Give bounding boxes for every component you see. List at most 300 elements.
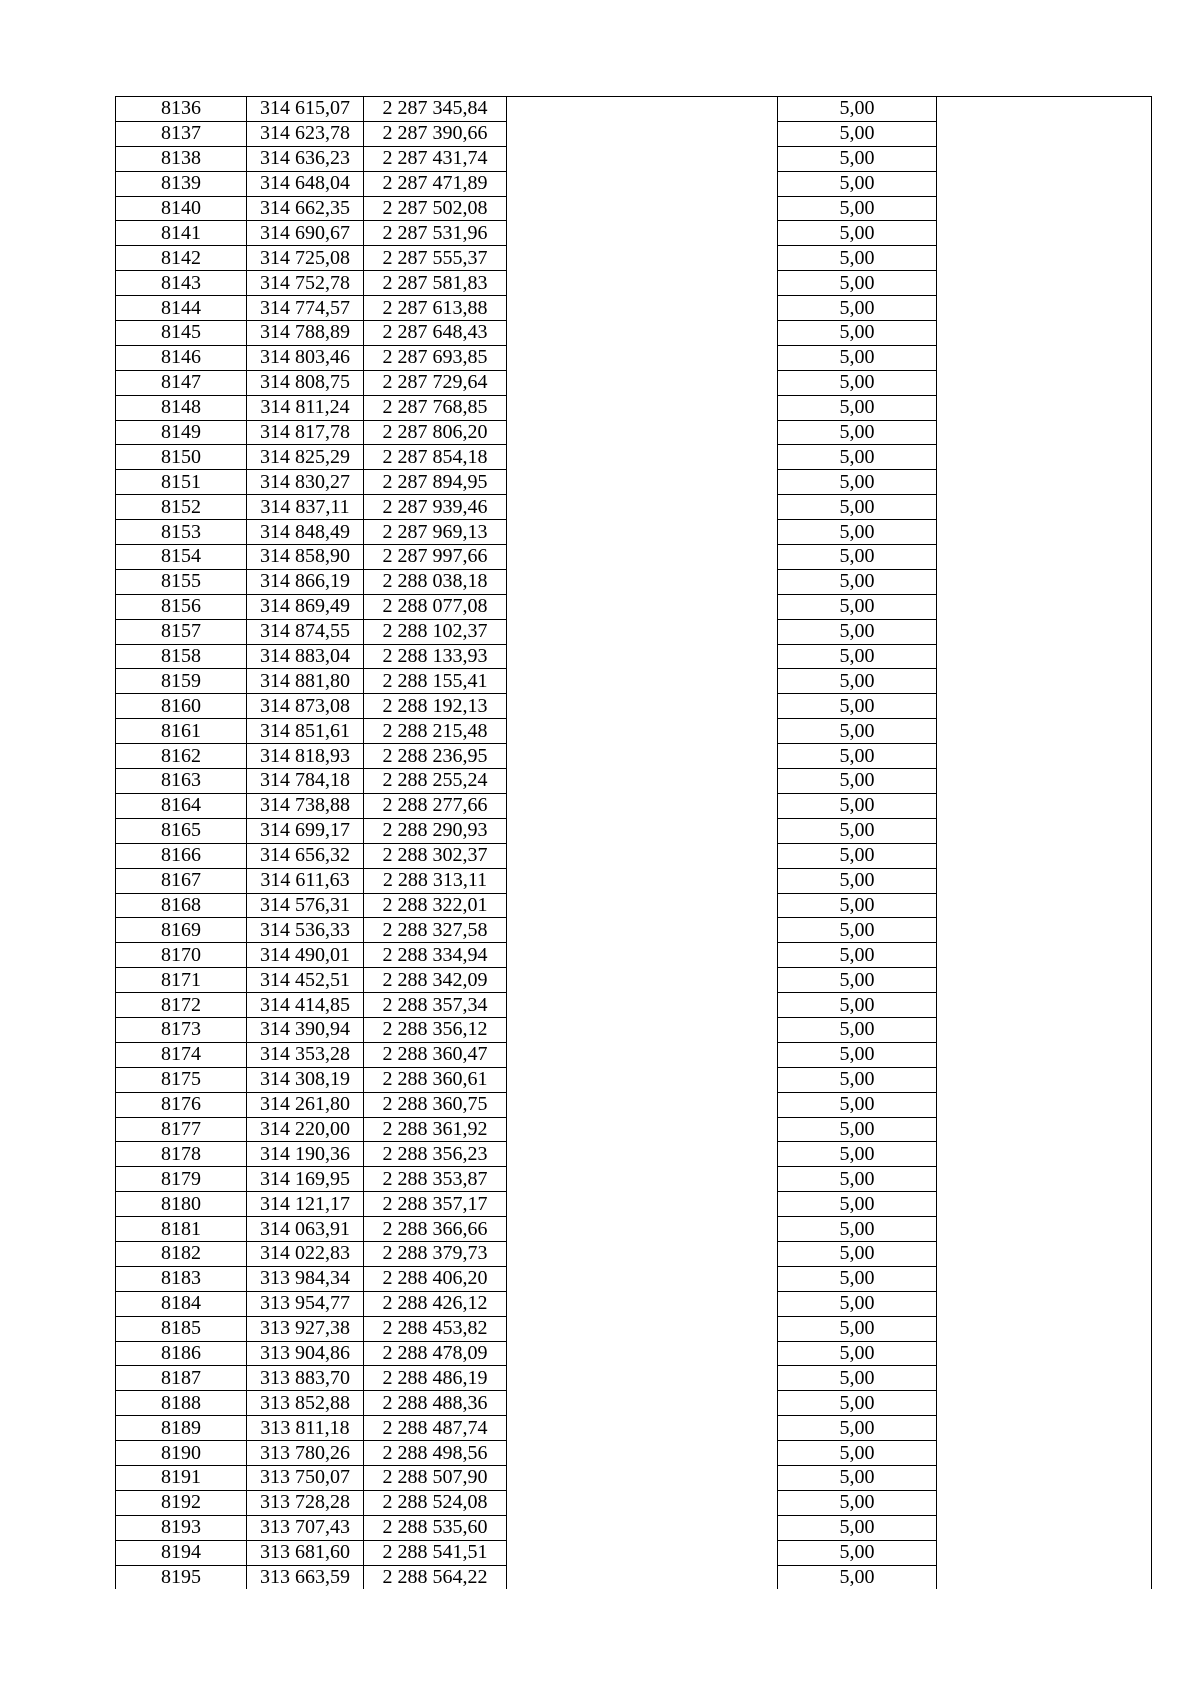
table-row [116, 1192, 1152, 1217]
value-cell: 5,00 [778, 1117, 937, 1142]
y-coordinate-cell: 2 288 356,12 [364, 1017, 507, 1042]
table-row [116, 719, 1152, 744]
y-coordinate-cell: 2 288 356,23 [364, 1142, 507, 1167]
y-coordinate-cell: 2 288 541,51 [364, 1540, 507, 1565]
empty-cell [937, 1217, 1152, 1242]
table-row [116, 918, 1152, 943]
table-row [116, 1092, 1152, 1117]
x-coordinate-cell: 314 830,27 [247, 470, 364, 495]
empty-cell [507, 221, 778, 246]
empty-cell [507, 445, 778, 470]
value-cell: 5,00 [778, 669, 937, 694]
empty-cell [937, 1540, 1152, 1565]
empty-cell [937, 619, 1152, 644]
table-row [116, 1117, 1152, 1142]
empty-cell [507, 1142, 778, 1167]
empty-cell [937, 968, 1152, 993]
empty-cell [937, 644, 1152, 669]
x-coordinate-cell: 313 883,70 [247, 1366, 364, 1391]
value-cell: 5,00 [778, 1192, 937, 1217]
empty-cell [507, 1117, 778, 1142]
coordinate-table-body [116, 97, 1152, 1590]
value-cell: 5,00 [778, 370, 937, 395]
value-cell: 5,00 [778, 545, 937, 570]
y-coordinate-cell: 2 288 498,56 [364, 1441, 507, 1466]
empty-cell [937, 171, 1152, 196]
point-number-cell: 8172 [116, 993, 247, 1018]
y-coordinate-cell: 2 288 277,66 [364, 793, 507, 818]
point-number-cell: 8188 [116, 1391, 247, 1416]
empty-cell [507, 1067, 778, 1092]
y-coordinate-cell: 2 288 192,13 [364, 694, 507, 719]
empty-cell [937, 793, 1152, 818]
empty-cell [937, 1117, 1152, 1142]
empty-cell [937, 296, 1152, 321]
table-row [116, 694, 1152, 719]
empty-cell [507, 968, 778, 993]
table-row [116, 943, 1152, 968]
value-cell: 5,00 [778, 1266, 937, 1291]
point-number-cell: 8163 [116, 769, 247, 794]
y-coordinate-cell: 2 288 487,74 [364, 1416, 507, 1441]
value-cell: 5,00 [778, 520, 937, 545]
value-cell: 5,00 [778, 321, 937, 346]
empty-cell [507, 569, 778, 594]
table-row [116, 121, 1152, 146]
point-number-cell: 8193 [116, 1515, 247, 1540]
empty-cell [507, 1316, 778, 1341]
y-coordinate-cell: 2 288 290,93 [364, 818, 507, 843]
y-coordinate-cell: 2 287 502,08 [364, 196, 507, 221]
table-row [116, 769, 1152, 794]
value-cell: 5,00 [778, 1291, 937, 1316]
point-number-cell: 8160 [116, 694, 247, 719]
empty-cell [507, 1565, 778, 1589]
x-coordinate-cell: 313 852,88 [247, 1391, 364, 1416]
y-coordinate-cell: 2 288 353,87 [364, 1167, 507, 1192]
table-row [116, 146, 1152, 171]
table-row [116, 1241, 1152, 1266]
empty-cell [507, 744, 778, 769]
x-coordinate-cell: 314 774,57 [247, 296, 364, 321]
y-coordinate-cell: 2 288 038,18 [364, 569, 507, 594]
table-row [116, 470, 1152, 495]
empty-cell [507, 1217, 778, 1242]
value-cell: 5,00 [778, 196, 937, 221]
empty-cell [507, 1465, 778, 1490]
value-cell: 5,00 [778, 1042, 937, 1067]
point-number-cell: 8179 [116, 1167, 247, 1192]
point-number-cell: 8141 [116, 221, 247, 246]
empty-cell [937, 271, 1152, 296]
point-number-cell: 8164 [116, 793, 247, 818]
table-row [116, 1316, 1152, 1341]
empty-cell [937, 221, 1152, 246]
x-coordinate-cell: 314 811,24 [247, 395, 364, 420]
table-row [116, 1017, 1152, 1042]
value-cell: 5,00 [778, 345, 937, 370]
x-coordinate-cell: 314 308,19 [247, 1067, 364, 1092]
x-coordinate-cell: 313 927,38 [247, 1316, 364, 1341]
value-cell: 5,00 [778, 818, 937, 843]
empty-cell [937, 1490, 1152, 1515]
empty-cell [507, 470, 778, 495]
point-number-cell: 8168 [116, 893, 247, 918]
point-number-cell: 8178 [116, 1142, 247, 1167]
empty-cell [507, 1416, 778, 1441]
y-coordinate-cell: 2 288 102,37 [364, 619, 507, 644]
y-coordinate-cell: 2 287 648,43 [364, 321, 507, 346]
empty-cell [507, 644, 778, 669]
empty-cell [937, 1266, 1152, 1291]
x-coordinate-cell: 314 869,49 [247, 594, 364, 619]
empty-cell [937, 1067, 1152, 1092]
point-number-cell: 8173 [116, 1017, 247, 1042]
empty-cell [507, 495, 778, 520]
empty-cell [937, 420, 1152, 445]
coordinate-table [115, 96, 1152, 1589]
point-number-cell: 8195 [116, 1565, 247, 1589]
empty-cell [507, 370, 778, 395]
table-row [116, 1515, 1152, 1540]
value-cell: 5,00 [778, 495, 937, 520]
value-cell: 5,00 [778, 1565, 937, 1589]
y-coordinate-cell: 2 288 366,66 [364, 1217, 507, 1242]
table-row [116, 1266, 1152, 1291]
empty-cell [507, 1366, 778, 1391]
table-row [116, 271, 1152, 296]
empty-cell [937, 321, 1152, 346]
x-coordinate-cell: 313 811,18 [247, 1416, 364, 1441]
x-coordinate-cell: 314 808,75 [247, 370, 364, 395]
table-row [116, 395, 1152, 420]
empty-cell [937, 1291, 1152, 1316]
y-coordinate-cell: 2 288 077,08 [364, 594, 507, 619]
empty-cell [937, 868, 1152, 893]
x-coordinate-cell: 313 954,77 [247, 1291, 364, 1316]
value-cell: 5,00 [778, 1465, 937, 1490]
x-coordinate-cell: 314 818,93 [247, 744, 364, 769]
y-coordinate-cell: 2 288 426,12 [364, 1291, 507, 1316]
y-coordinate-cell: 2 287 854,18 [364, 445, 507, 470]
empty-cell [937, 694, 1152, 719]
empty-cell [507, 1042, 778, 1067]
y-coordinate-cell: 2 288 357,34 [364, 993, 507, 1018]
x-coordinate-cell: 314 874,55 [247, 619, 364, 644]
empty-cell [507, 1266, 778, 1291]
x-coordinate-cell: 313 728,28 [247, 1490, 364, 1515]
y-coordinate-cell: 2 288 255,24 [364, 769, 507, 794]
table-row [116, 744, 1152, 769]
table-row [116, 420, 1152, 445]
point-number-cell: 8184 [116, 1291, 247, 1316]
value-cell: 5,00 [778, 1366, 937, 1391]
y-coordinate-cell: 2 288 564,22 [364, 1565, 507, 1589]
value-cell: 5,00 [778, 694, 937, 719]
point-number-cell: 8166 [116, 843, 247, 868]
y-coordinate-cell: 2 288 360,61 [364, 1067, 507, 1092]
y-coordinate-cell: 2 288 215,48 [364, 719, 507, 744]
empty-cell [507, 395, 778, 420]
y-coordinate-cell: 2 288 360,75 [364, 1092, 507, 1117]
empty-cell [507, 1241, 778, 1266]
y-coordinate-cell: 2 288 535,60 [364, 1515, 507, 1540]
x-coordinate-cell: 314 656,32 [247, 843, 364, 868]
point-number-cell: 8138 [116, 146, 247, 171]
point-number-cell: 8189 [116, 1416, 247, 1441]
empty-cell [937, 146, 1152, 171]
empty-cell [937, 495, 1152, 520]
point-number-cell: 8140 [116, 196, 247, 221]
empty-cell [507, 271, 778, 296]
empty-cell [507, 1515, 778, 1540]
empty-cell [937, 1515, 1152, 1540]
table-row [116, 246, 1152, 271]
empty-cell [507, 1192, 778, 1217]
empty-cell [937, 818, 1152, 843]
point-number-cell: 8154 [116, 545, 247, 570]
empty-cell [507, 1291, 778, 1316]
point-number-cell: 8144 [116, 296, 247, 321]
point-number-cell: 8157 [116, 619, 247, 644]
value-cell: 5,00 [778, 1416, 937, 1441]
empty-cell [937, 445, 1152, 470]
empty-cell [937, 893, 1152, 918]
empty-cell [507, 594, 778, 619]
table-row [116, 644, 1152, 669]
table-row [116, 818, 1152, 843]
table-row [116, 1291, 1152, 1316]
y-coordinate-cell: 2 287 531,96 [364, 221, 507, 246]
table-row [116, 1441, 1152, 1466]
empty-cell [507, 146, 778, 171]
empty-cell [507, 296, 778, 321]
y-coordinate-cell: 2 288 302,37 [364, 843, 507, 868]
y-coordinate-cell: 2 288 155,41 [364, 669, 507, 694]
value-cell: 5,00 [778, 793, 937, 818]
y-coordinate-cell: 2 288 133,93 [364, 644, 507, 669]
empty-cell [507, 669, 778, 694]
y-coordinate-cell: 2 288 334,94 [364, 943, 507, 968]
point-number-cell: 8185 [116, 1316, 247, 1341]
empty-cell [937, 594, 1152, 619]
point-number-cell: 8170 [116, 943, 247, 968]
y-coordinate-cell: 2 287 581,83 [364, 271, 507, 296]
table-row [116, 171, 1152, 196]
empty-cell [507, 719, 778, 744]
empty-cell [507, 1341, 778, 1366]
point-number-cell: 8143 [116, 271, 247, 296]
y-coordinate-cell: 2 288 478,09 [364, 1341, 507, 1366]
empty-cell [937, 1042, 1152, 1067]
point-number-cell: 8194 [116, 1540, 247, 1565]
x-coordinate-cell: 313 780,26 [247, 1441, 364, 1466]
value-cell: 5,00 [778, 644, 937, 669]
y-coordinate-cell: 2 288 524,08 [364, 1490, 507, 1515]
point-number-cell: 8191 [116, 1465, 247, 1490]
empty-cell [507, 993, 778, 1018]
x-coordinate-cell: 314 738,88 [247, 793, 364, 818]
table-row [116, 1391, 1152, 1416]
table-row [116, 1067, 1152, 1092]
x-coordinate-cell: 313 663,59 [247, 1565, 364, 1589]
y-coordinate-cell: 2 288 360,47 [364, 1042, 507, 1067]
value-cell: 5,00 [778, 943, 937, 968]
y-coordinate-cell: 2 288 379,73 [364, 1241, 507, 1266]
empty-cell [507, 321, 778, 346]
empty-cell [937, 1341, 1152, 1366]
empty-cell [937, 1465, 1152, 1490]
x-coordinate-cell: 314 858,90 [247, 545, 364, 570]
x-coordinate-cell: 314 866,19 [247, 569, 364, 594]
empty-cell [937, 1441, 1152, 1466]
x-coordinate-cell: 313 681,60 [247, 1540, 364, 1565]
x-coordinate-cell: 314 452,51 [247, 968, 364, 993]
empty-cell [937, 1366, 1152, 1391]
point-number-cell: 8176 [116, 1092, 247, 1117]
empty-cell [937, 1017, 1152, 1042]
y-coordinate-cell: 2 288 361,92 [364, 1117, 507, 1142]
y-coordinate-cell: 2 287 345,84 [364, 97, 507, 122]
empty-cell [937, 943, 1152, 968]
value-cell: 5,00 [778, 296, 937, 321]
y-coordinate-cell: 2 288 453,82 [364, 1316, 507, 1341]
y-coordinate-cell: 2 288 507,90 [364, 1465, 507, 1490]
x-coordinate-cell: 314 817,78 [247, 420, 364, 445]
table-row [116, 793, 1152, 818]
y-coordinate-cell: 2 287 768,85 [364, 395, 507, 420]
point-number-cell: 8167 [116, 868, 247, 893]
y-coordinate-cell: 2 288 486,19 [364, 1366, 507, 1391]
y-coordinate-cell: 2 287 997,66 [364, 545, 507, 570]
table-row [116, 669, 1152, 694]
empty-cell [937, 569, 1152, 594]
table-row [116, 868, 1152, 893]
y-coordinate-cell: 2 287 729,64 [364, 370, 507, 395]
value-cell: 5,00 [778, 968, 937, 993]
empty-cell [937, 1192, 1152, 1217]
table-row [116, 843, 1152, 868]
table-row [116, 495, 1152, 520]
empty-cell [937, 1167, 1152, 1192]
value-cell: 5,00 [778, 1017, 937, 1042]
value-cell: 5,00 [778, 769, 937, 794]
y-coordinate-cell: 2 287 806,20 [364, 420, 507, 445]
x-coordinate-cell: 314 881,80 [247, 669, 364, 694]
empty-cell [937, 470, 1152, 495]
value-cell: 5,00 [778, 719, 937, 744]
value-cell: 5,00 [778, 246, 937, 271]
x-coordinate-cell: 314 220,00 [247, 1117, 364, 1142]
point-number-cell: 8155 [116, 569, 247, 594]
x-coordinate-cell: 313 904,86 [247, 1341, 364, 1366]
x-coordinate-cell: 314 169,95 [247, 1167, 364, 1192]
value-cell: 5,00 [778, 1167, 937, 1192]
empty-cell [507, 769, 778, 794]
empty-cell [507, 843, 778, 868]
y-coordinate-cell: 2 287 471,89 [364, 171, 507, 196]
value-cell: 5,00 [778, 1341, 937, 1366]
value-cell: 5,00 [778, 121, 937, 146]
y-coordinate-cell: 2 288 488,36 [364, 1391, 507, 1416]
value-cell: 5,00 [778, 868, 937, 893]
table-row [116, 1217, 1152, 1242]
table-row [116, 893, 1152, 918]
table-row [116, 619, 1152, 644]
value-cell: 5,00 [778, 1092, 937, 1117]
value-cell: 5,00 [778, 1441, 937, 1466]
y-coordinate-cell: 2 288 406,20 [364, 1266, 507, 1291]
empty-cell [507, 420, 778, 445]
table-row [116, 1416, 1152, 1441]
table-row [116, 1490, 1152, 1515]
x-coordinate-cell: 314 699,17 [247, 818, 364, 843]
x-coordinate-cell: 314 414,85 [247, 993, 364, 1018]
empty-cell [937, 97, 1152, 122]
y-coordinate-cell: 2 287 431,74 [364, 146, 507, 171]
x-coordinate-cell: 314 788,89 [247, 321, 364, 346]
empty-cell [507, 196, 778, 221]
value-cell: 5,00 [778, 993, 937, 1018]
x-coordinate-cell: 314 803,46 [247, 345, 364, 370]
x-coordinate-cell: 314 063,91 [247, 1217, 364, 1242]
point-number-cell: 8152 [116, 495, 247, 520]
y-coordinate-cell: 2 288 322,01 [364, 893, 507, 918]
x-coordinate-cell: 314 725,08 [247, 246, 364, 271]
empty-cell [937, 993, 1152, 1018]
table-row [116, 1540, 1152, 1565]
empty-cell [937, 1416, 1152, 1441]
value-cell: 5,00 [778, 843, 937, 868]
empty-cell [507, 121, 778, 146]
y-coordinate-cell: 2 287 693,85 [364, 345, 507, 370]
point-number-cell: 8153 [116, 520, 247, 545]
value-cell: 5,00 [778, 619, 937, 644]
value-cell: 5,00 [778, 744, 937, 769]
point-number-cell: 8148 [116, 395, 247, 420]
table-row [116, 445, 1152, 470]
empty-cell [507, 1167, 778, 1192]
table-row [116, 520, 1152, 545]
empty-cell [507, 943, 778, 968]
x-coordinate-cell: 314 353,28 [247, 1042, 364, 1067]
empty-cell [507, 818, 778, 843]
point-number-cell: 8159 [116, 669, 247, 694]
point-number-cell: 8150 [116, 445, 247, 470]
empty-cell [937, 196, 1152, 221]
table-row [116, 321, 1152, 346]
y-coordinate-cell: 2 287 555,37 [364, 246, 507, 271]
empty-cell [937, 918, 1152, 943]
x-coordinate-cell: 313 984,34 [247, 1266, 364, 1291]
x-coordinate-cell: 314 190,36 [247, 1142, 364, 1167]
y-coordinate-cell: 2 287 613,88 [364, 296, 507, 321]
y-coordinate-cell: 2 288 357,17 [364, 1192, 507, 1217]
empty-cell [937, 744, 1152, 769]
y-coordinate-cell: 2 288 236,95 [364, 744, 507, 769]
empty-cell [507, 893, 778, 918]
x-coordinate-cell: 313 750,07 [247, 1465, 364, 1490]
value-cell: 5,00 [778, 569, 937, 594]
value-cell: 5,00 [778, 1067, 937, 1092]
table-row [116, 1167, 1152, 1192]
empty-cell [937, 669, 1152, 694]
value-cell: 5,00 [778, 445, 937, 470]
empty-cell [937, 370, 1152, 395]
x-coordinate-cell: 314 873,08 [247, 694, 364, 719]
value-cell: 5,00 [778, 1391, 937, 1416]
point-number-cell: 8183 [116, 1266, 247, 1291]
